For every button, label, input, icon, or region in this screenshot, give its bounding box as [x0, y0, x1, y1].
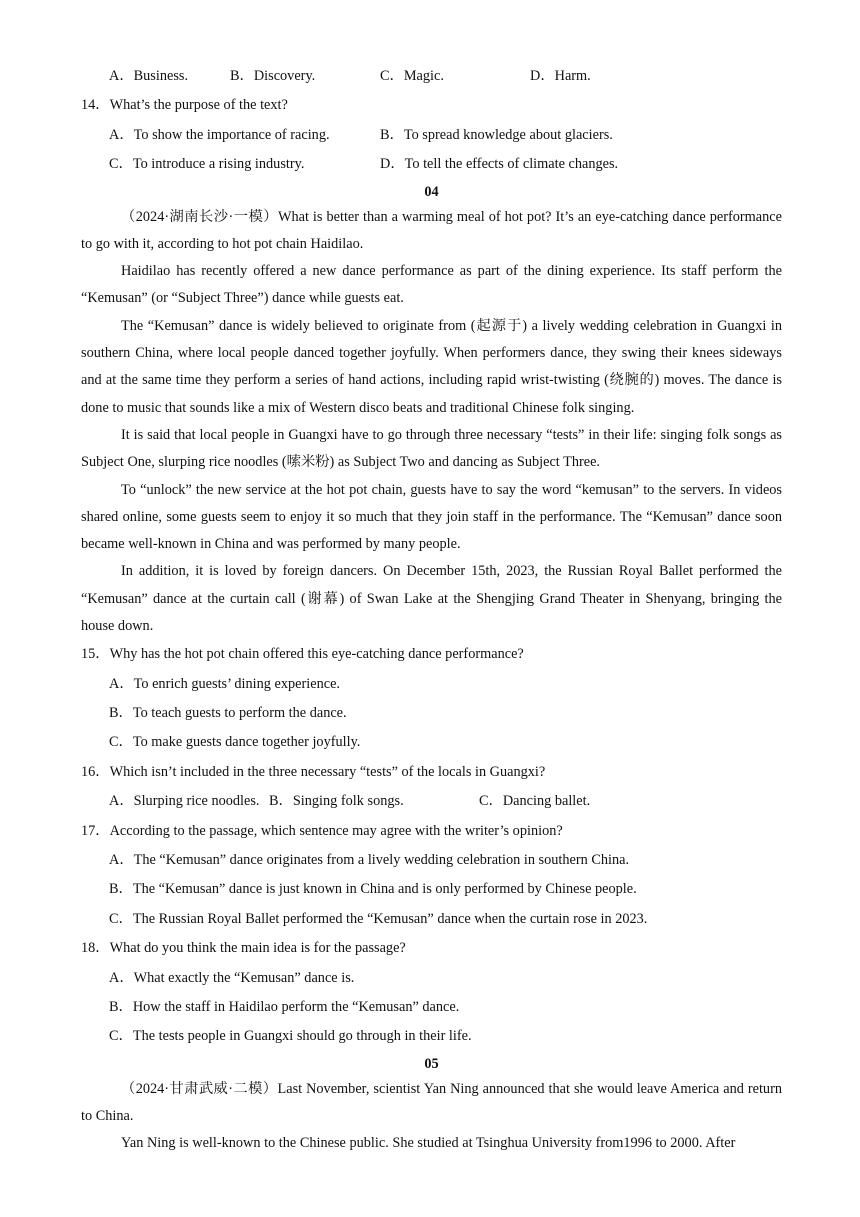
q14-stem: 14．What’s the purpose of the text?: [81, 97, 288, 114]
q18-option-c[interactable]: C．The tests people in Guangxi should go through in their life.: [109, 1028, 472, 1045]
section-04-paragraph-5: To “unlock” the new service at the hot pot chain, guests have to say the word “kemusan” to the servers. In videos shared online, some guests seem to enjoy it so much that they join staff in the performance. The “Kemusan” dance soon became well-known in China and was performed by many people.: [81, 481, 782, 553]
q15-stem: 15．Why has the hot pot chain offered this eye-catching dance performance?: [81, 646, 524, 663]
q17-option-c[interactable]: C．The Russian Royal Ballet performed the “Kemusan” dance when the curtain rose in 2023.: [109, 910, 648, 927]
q14-option-a[interactable]: A．To show the importance of racing.: [109, 126, 330, 143]
section-04-paragraph-1: （2024·湖南长沙·一模）What is better than a warming meal of hot pot? It’s an eye-catching dance performance to go with it, according to hot pot chain Haidilao.: [81, 208, 782, 252]
section-04-paragraph-3: The “Kemusan” dance is widely believed to originate from (起源于) a lively wedding celebration in Guangxi in southern China, where local people danced together joyfully. When performers dance, they swing their knees sideways and at the same time they perform a series of hand actions, including rapid wrist-twisting (绕腕的) moves. The dance is done to music that sounds like a mix of Western disco beats and traditional Chinese folk singing.: [81, 317, 782, 416]
q15-option-c[interactable]: C．To make guests dance together joyfully.: [109, 734, 361, 751]
q15-option-a[interactable]: A．To enrich guests’ dining experience.: [109, 675, 340, 692]
section-04-paragraph-2: Haidilao has recently offered a new dance performance as part of the dining experience. Its staff perform the “Kemusan” (or “Subject Three”) dance while guests eat.: [81, 263, 782, 307]
q16-options: [81, 787, 782, 816]
q16-option-a[interactable]: A．Slurping rice noodles.: [109, 793, 260, 810]
q17-stem: 17．According to the passage, which sentence may agree with the writer’s opinion?: [81, 822, 563, 839]
section-05-paragraph-1: （2024·甘肃武威·二模）Last November, scientist Yan Ning announced that she would leave America and return to China.: [81, 1080, 782, 1125]
q13-option-b[interactable]: B．Discovery.: [230, 68, 316, 84]
q13-options: [81, 62, 782, 91]
q13-option-c[interactable]: C．Magic.: [380, 68, 444, 84]
section-05-heading: 05: [424, 1055, 439, 1072]
section-04-heading: 04: [424, 183, 439, 200]
q15-option-b[interactable]: B．To teach guests to perform the dance.: [109, 705, 347, 722]
document-page: [81, 62, 782, 1158]
q16-option-b[interactable]: B．Singing folk songs.: [269, 793, 404, 810]
section-05-paragraph-2: Yan Ning is well-known to the Chinese public. She studied at Tsinghua University from1996 to 2000. After: [121, 1135, 736, 1152]
q14-option-c[interactable]: C．To introduce a rising industry.: [109, 156, 305, 173]
q16-option-c[interactable]: C．Dancing ballet.: [479, 793, 591, 810]
section-04-paragraph-6: In addition, it is loved by foreign dancers. On December 15th, 2023, the Russian Royal Ballet performed the “Kemusan” dance at the curtain call (谢幕) of Swan Lake at the Shengjing Grand Theater in Shenyang, bringing the house down.: [81, 563, 782, 635]
section-04-paragraph-4: It is said that local people in Guangxi have to go through three necessary “tests” in their life: singing folk songs as Subject One, slurping rice noodles (嗦米粉) as Subject Two and dancing as Subject Three.: [81, 426, 782, 471]
q18-option-b[interactable]: B．How the staff in Haidilao perform the “Kemusan” dance.: [109, 999, 460, 1015]
q17-option-b[interactable]: B．The “Kemusan” dance is just known in China and is only performed by Chinese people.: [109, 881, 637, 898]
q17-option-a[interactable]: A．The “Kemusan” dance originates from a lively wedding celebration in southern China.: [109, 852, 630, 869]
q13-option-d[interactable]: D．Harm.: [530, 68, 591, 84]
q18-stem: 18．What do you think the main idea is for the passage?: [81, 940, 406, 957]
q14-options-row1: [81, 121, 782, 150]
q16-stem: 16．Which isn’t included in the three necessary “tests” of the locals in Guangxi?: [81, 763, 546, 780]
q13-option-a[interactable]: A．Business.: [109, 68, 189, 84]
q14-option-b[interactable]: B．To spread knowledge about glaciers.: [380, 126, 613, 143]
q14-options-row2: [81, 150, 782, 179]
q18-option-a[interactable]: A．What exactly the “Kemusan” dance is.: [109, 969, 355, 986]
q14-option-d[interactable]: D．To tell the effects of climate changes.: [380, 156, 619, 173]
